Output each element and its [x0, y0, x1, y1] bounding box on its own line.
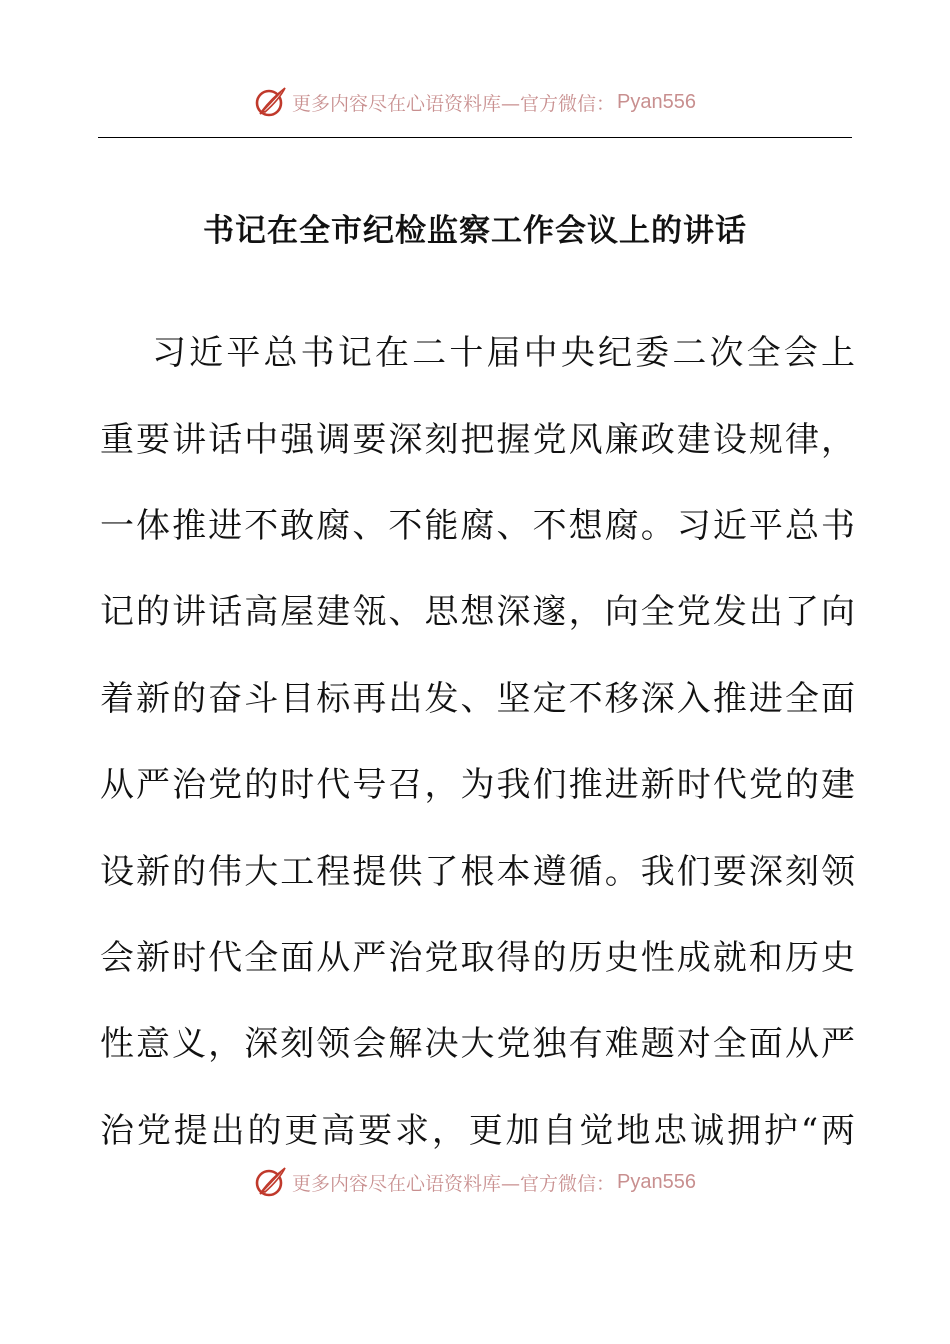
body-line: 设新的伟大工程提供了根本遵循。我们要深刻领 — [100, 851, 855, 892]
body-line: 习近平总书记在二十届中央纪委二次全会上 — [152, 333, 855, 374]
body-line: 性意义，深刻领会解决大党独有难题对全面从严 — [100, 1024, 855, 1065]
body-line: 会新时代全面从严治党取得的历史性成就和历史 — [100, 937, 855, 978]
footer-wechat-id: Pyan556 — [617, 1170, 696, 1193]
body-line: 一体推进不敢腐、不能腐、不想腐。习近平总书 — [100, 505, 855, 546]
body-line: 治党提出的更高要求，更加自觉地忠诚拥护“两 — [100, 1110, 855, 1151]
document-body — [100, 310, 855, 1174]
footer-watermark-banner — [0, 1162, 950, 1202]
body-line: 从严治党的时代号召，为我们推进新时代党的建 — [100, 765, 855, 806]
header-watermark-text: 更多内容尽在心语资料库—官方微信： — [292, 92, 616, 115]
quill-pen-circle-icon — [254, 1165, 288, 1199]
header-divider — [98, 137, 852, 138]
quill-pen-circle-icon — [254, 85, 288, 119]
body-line: 着新的奋斗目标再出发、坚定不移深入推进全面 — [100, 678, 855, 719]
header-watermark-banner — [0, 82, 950, 122]
body-line: 记的讲话高屋建瓴、思想深邃，向全党发出了向 — [100, 592, 855, 633]
footer-watermark-text: 更多内容尽在心语资料库—官方微信： — [292, 1172, 616, 1195]
body-line: 重要讲话中强调要深刻把握党风廉政建设规律， — [100, 419, 855, 460]
header-wechat-id: Pyan556 — [617, 90, 696, 113]
document-title: 书记在全市纪检监察工作会议上的讲话 — [203, 213, 747, 249]
